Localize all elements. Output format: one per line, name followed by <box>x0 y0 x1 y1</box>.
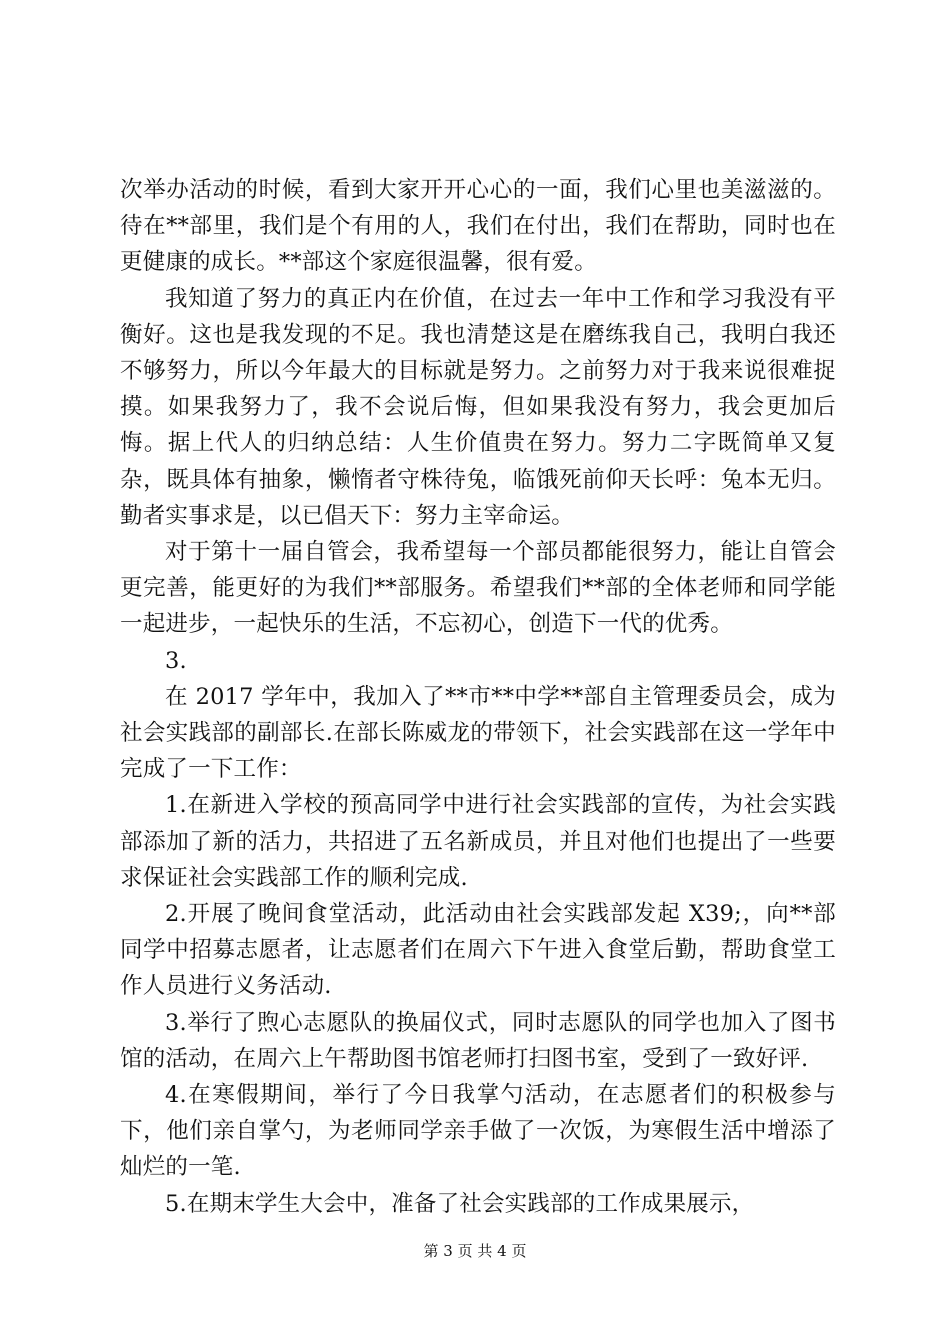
document-body <box>120 172 836 1222</box>
section-number: 3. <box>165 647 187 674</box>
list-item: 2.开展了晚间食堂活动，此活动由社会实践部发起 X39;，向**部同学中招募志愿者，让志愿者们在周六下午进入食堂后勤，帮助食堂工作人员进行义务活动. <box>120 901 836 1000</box>
list-item: 1.在新进入学校的预高同学中进行社会实践部的宣传，为社会实践部添加了新的活力，共招进了五名新成员，并且对他们也提出了一些要求保证社会实践部工作的顺利完成. <box>120 792 836 891</box>
paragraph: 次举办活动的时候，看到大家开开心心的一面，我们心里也美滋滋的。待在**部里，我们是个有用的人，我们在付出，我们在帮助，同时也在更健康的成长。**部这个家庭很温馨，很有爱。 <box>120 177 836 276</box>
page-footer: 第 3 页 共 4 页 <box>423 1242 527 1260</box>
list-item: 5.在期末学生大会中，准备了社会实践部的工作成果展示， <box>165 1190 755 1217</box>
list-item: 3.举行了煦心志愿队的换届仪式，同时志愿队的同学也加入了图书馆的活动，在周六上午帮助图书馆老师打扫图书室，受到了一致好评. <box>120 1009 836 1072</box>
paragraph: 在 2017 学年中，我加入了**市**中学**部自主管理委员会，成为社会实践部的副部长.在部长陈威龙的带领下，社会实践部在这一学年中完成了一下工作： <box>120 683 836 783</box>
paragraph: 对于第十一届自管会，我希望每一个部员都能很努力，能让自管会更完善，能更好的为我们**部服务。希望我们**部的全体老师和同学能一起进步，一起快乐的生活，不忘初心，创造下一代的优秀。 <box>120 539 836 638</box>
list-item: 4.在寒假期间，举行了今日我掌勺活动，在志愿者们的积极参与下，他们亲自掌勺，为老师同学亲手做了一次饭，为寒假生活中增添了灿烂的一笔. <box>120 1082 836 1181</box>
paragraph: 我知道了努力的真正内在价值，在过去一年中工作和学习我没有平衡好。这也是我发现的不足。我也清楚这是在磨练我自己，我明白我还不够努力，所以今年最大的目标就是努力。之前努力对于我来说很难捉摸。如果我努力了，我不会说后悔，但如果我没有努力，我会更加后悔。据上代人的归纳总结：人生价值贵在努力。努力二字既简单又复杂，既具体有抽象，懒惰者守株待兔，临饿死前仰天长呼：兔本无归。勤者实事求是，以已倡天下：努力主宰命运。 <box>120 285 836 529</box>
